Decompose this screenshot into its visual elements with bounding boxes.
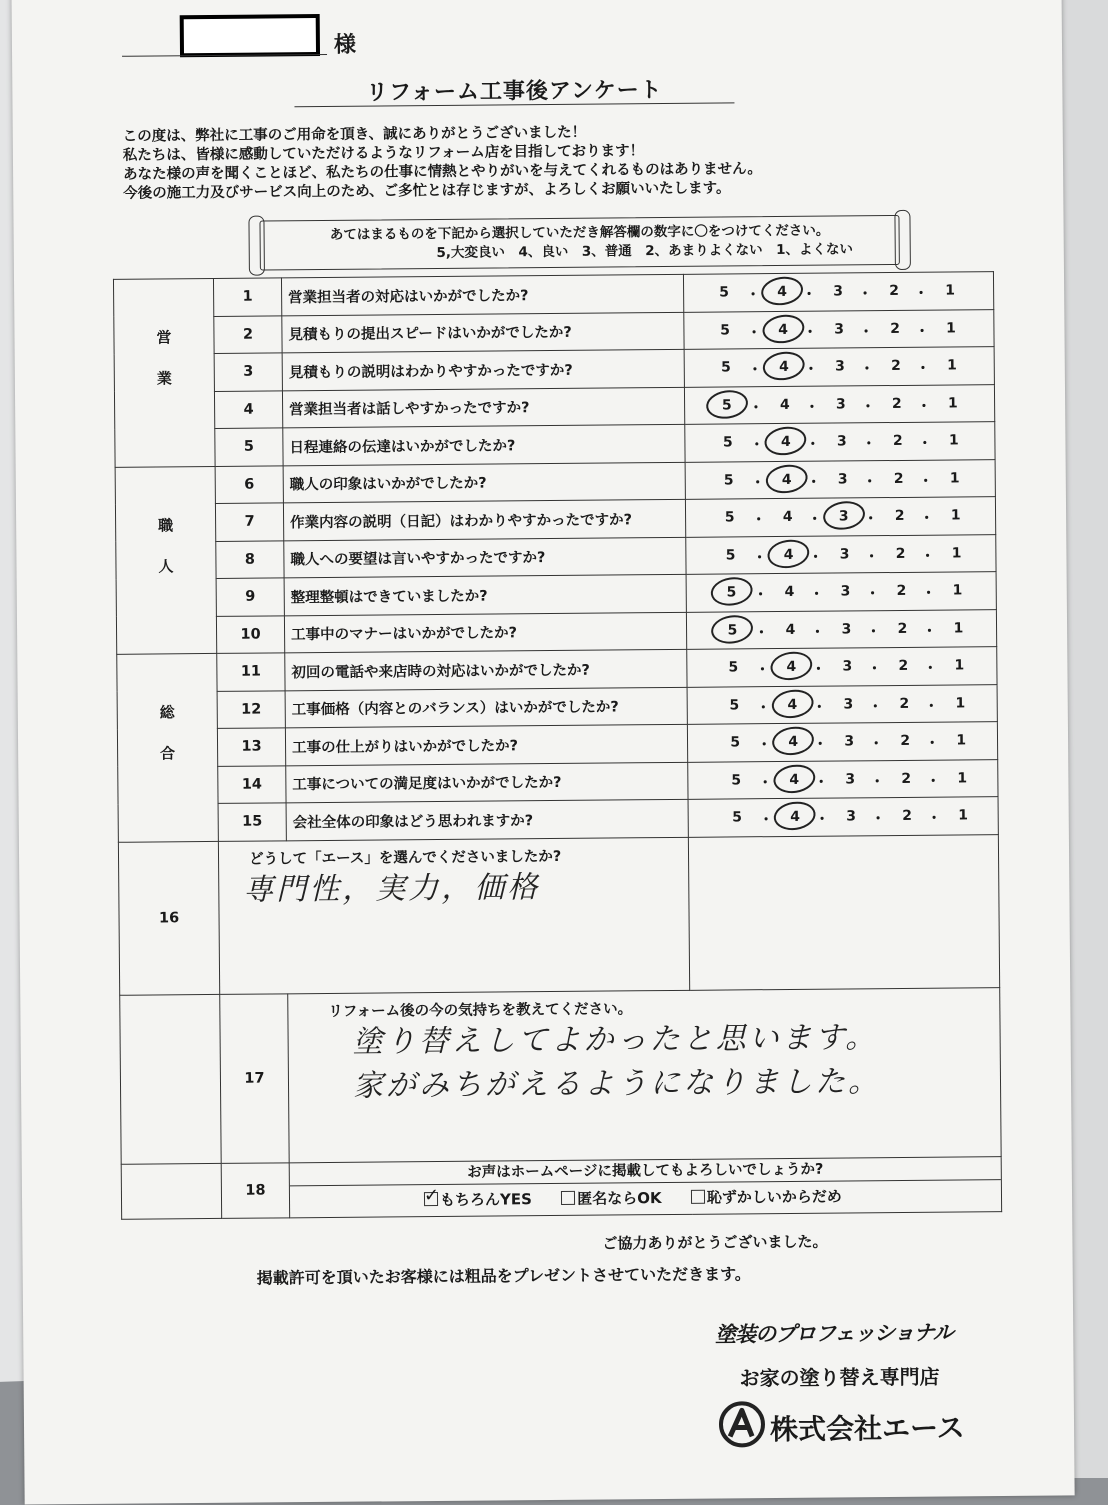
rating-separator: ・	[804, 399, 819, 416]
rating-separator: ・	[868, 698, 883, 716]
rating-separator: ・	[918, 473, 933, 490]
rating-separator: ・	[919, 510, 934, 528]
page-title: リフォーム工事後アンケート	[365, 78, 663, 106]
question-text: 整理整頓はできていましたか?	[284, 574, 686, 615]
rating-separator: ・	[802, 324, 818, 341]
rating-option[interactable]: 1	[951, 545, 962, 562]
rating-separator: ・	[921, 585, 936, 603]
rating-option[interactable]: 1	[957, 770, 968, 787]
category-cell	[117, 653, 219, 841]
answer-scale-cell	[686, 609, 996, 649]
rating-option[interactable]: 1	[954, 657, 965, 674]
rating-option[interactable]: 2	[891, 358, 901, 375]
category-label: 営業	[154, 329, 174, 412]
brand-tagline: 塗装のプロフェッショナル	[715, 1320, 953, 1347]
rating-separator: ・	[752, 549, 767, 567]
question-text: 会社全体の印象はどう思われますか?	[286, 799, 688, 840]
rating-option[interactable]: 2	[895, 545, 906, 562]
question-number: 8	[216, 540, 284, 578]
rating-separator: ・	[922, 623, 937, 640]
answer-scale-cell	[684, 309, 994, 349]
question-prompt: どうして「エース」を選んでくださいましたか?	[248, 848, 562, 868]
rating-option[interactable]: 3	[837, 471, 848, 488]
question-text: 見積もりの説明はわかりやすかったですか?	[282, 349, 684, 390]
answer-scale-cell	[683, 272, 993, 312]
rating-option[interactable]: 1	[955, 695, 966, 712]
rating-separator: ・	[758, 774, 773, 791]
selected-circle-mark	[771, 762, 817, 796]
rating-option[interactable]: 1	[958, 807, 969, 824]
rating-option[interactable]: 4	[783, 546, 794, 563]
selected-circle-mark	[704, 387, 750, 421]
rating-separator: ・	[809, 586, 824, 604]
rating-separator: ・	[859, 361, 875, 378]
rating-separator: ・	[746, 324, 762, 342]
answer-scale-cell	[685, 497, 995, 537]
rating-option[interactable]: 1	[948, 432, 959, 449]
question-number: 2	[214, 315, 282, 353]
rating-separator: ・	[759, 812, 774, 829]
intro-line: 私たちは、皆様に感動していただけるようなリフォーム店を目指しております！	[122, 143, 645, 164]
rating-option[interactable]: 1	[949, 470, 960, 487]
rating-separator: ・	[867, 661, 882, 678]
rating-option[interactable]: 5	[722, 434, 733, 451]
rating-option[interactable]: 3	[846, 808, 857, 825]
rating-option[interactable]: 3	[838, 508, 849, 525]
question-number: 15	[218, 803, 286, 841]
rating-separator: ・	[927, 810, 942, 827]
rating-separator: ・	[815, 811, 830, 828]
rating-option[interactable]: 3	[836, 433, 847, 450]
category-cell	[115, 466, 217, 654]
selected-circle-mark	[760, 312, 806, 346]
rating-option[interactable]: 3	[839, 546, 850, 563]
question-text: 営業担当者は話しやすかったですか?	[282, 387, 684, 428]
rating-option[interactable]: 2	[899, 695, 910, 712]
rating-separator: ・	[916, 398, 931, 415]
rating-separator: ・	[753, 587, 768, 604]
question-number: 3	[214, 353, 282, 391]
selected-circle-mark	[761, 349, 807, 383]
rating-option[interactable]: 4	[782, 509, 793, 526]
rating-separator: ・	[870, 773, 885, 790]
rating-option[interactable]: 1	[956, 732, 967, 749]
question-text: 初回の電話や来店時の対応はいかがでしたか?	[285, 649, 687, 690]
option-anonymous[interactable]: 匿名ならOK	[561, 1189, 662, 1208]
rating-option[interactable]: 3	[842, 658, 853, 675]
rating-option[interactable]: 5	[720, 322, 730, 339]
rating-option[interactable]: 2	[897, 620, 908, 637]
rating-separator: ・	[861, 436, 876, 453]
rating-separator: ・	[917, 435, 932, 453]
rating-option[interactable]: 4	[787, 696, 798, 713]
question-text: 工事価格（内容とのバランス）はいかがでしたか?	[285, 687, 687, 728]
answer-scale-cell	[685, 459, 995, 499]
answer-scale-cell	[686, 534, 996, 574]
handwritten-answer-line: 塗り替えしてよかったと思います。	[352, 1019, 879, 1060]
faded-background-text	[238, 1371, 719, 1435]
rating-option[interactable]: 2	[890, 320, 900, 337]
selected-circle-mark	[759, 274, 805, 308]
rating-separator: ・	[864, 548, 879, 566]
rating-separator: ・	[925, 735, 940, 753]
rating-scale	[687, 647, 996, 686]
rating-separator: ・	[808, 549, 823, 566]
rating-option[interactable]: 4	[788, 734, 799, 751]
intro-line: 今後の施工力及びサービス向上のため、ご多忙とは存じますが、よろしくお願いいたします。	[123, 180, 731, 202]
rating-option[interactable]: 2	[891, 395, 902, 412]
question-row-17	[120, 987, 1001, 1164]
selected-circle-mark	[709, 575, 755, 609]
rating-separator: ・	[915, 360, 931, 378]
answer-scale-cell	[688, 797, 998, 837]
question-text: 営業担当者の対応はいかがでしたか?	[281, 274, 683, 315]
checkbox-checked[interactable]	[424, 1192, 438, 1206]
rating-scale	[686, 497, 995, 536]
intro-line: あなた様の声を聞くことほど、私たちの仕事に情熱とやりがいを与えてくれるものはありません。	[122, 161, 762, 183]
rating-option[interactable]: 2	[892, 433, 903, 450]
answer-scale-cell	[687, 684, 997, 724]
rating-option[interactable]: 1	[950, 507, 961, 524]
rating-separator: ・	[749, 437, 764, 454]
redacted-customer-name	[180, 14, 320, 57]
rating-option[interactable]: 4	[777, 284, 788, 301]
rating-scale	[688, 722, 997, 761]
rating-option[interactable]: 4	[789, 771, 800, 788]
rating-option[interactable]: 3	[833, 283, 844, 300]
rating-option[interactable]: 3	[835, 358, 845, 375]
question-number: 1	[213, 278, 281, 316]
question-text: 見積もりの提出スピードはいかがでしたか?	[282, 312, 684, 353]
question-number: 12	[217, 690, 285, 728]
rating-scale	[688, 760, 997, 799]
rating-separator: ・	[805, 436, 820, 454]
rating-option[interactable]: 1	[946, 320, 956, 337]
question-text: 工事の仕上がりはいかがでしたか?	[285, 724, 687, 765]
rating-option[interactable]: 4	[779, 396, 790, 413]
rating-separator: ・	[812, 699, 827, 716]
rating-separator: ・	[813, 736, 828, 753]
rating-option[interactable]: 1	[952, 582, 963, 599]
rating-option[interactable]: 2	[900, 733, 911, 750]
rating-option[interactable]: 2	[893, 470, 904, 487]
handwritten-answer-line: 家がみちがえるようになりました。	[352, 1063, 882, 1104]
rating-separator: ・	[866, 623, 881, 641]
question-text: 職人の印象はいかがでしたか?	[283, 462, 685, 503]
rating-option[interactable]: 1	[947, 357, 957, 374]
rating-separator: ・	[751, 512, 766, 529]
rating-separator: ・	[926, 773, 941, 790]
question-prompt: お声はホームページに掲載してもよろしいでしょうか?	[290, 1157, 1001, 1186]
rating-separator: ・	[803, 361, 819, 379]
rating-scale	[685, 347, 994, 386]
question-number: 10	[216, 615, 284, 653]
answer-scale-cell	[684, 384, 994, 424]
selected-circle-mark	[770, 724, 816, 758]
selected-circle-mark	[769, 649, 815, 683]
rating-option[interactable]: 4	[779, 359, 789, 376]
thanks-message: ご協力ありがとうございました。	[602, 1232, 828, 1253]
company-name: 株式会社エース	[769, 1411, 965, 1447]
question-number: 9	[216, 578, 284, 616]
rating-separator: ・	[750, 474, 765, 492]
checkbox[interactable]	[561, 1191, 575, 1205]
question-text: 作業内容の説明（日記）はわかりやすかったですか?	[283, 499, 685, 540]
rating-separator: ・	[806, 474, 821, 491]
rating-option[interactable]: 4	[780, 434, 791, 451]
rating-option[interactable]: 5	[730, 734, 741, 751]
rating-separator: ・	[871, 811, 886, 828]
selected-circle-mark	[821, 499, 867, 533]
answer-scale-cell	[688, 759, 998, 799]
rating-separator: ・	[756, 699, 771, 716]
question-number: 6	[215, 465, 283, 503]
intro-line: この度は、弊社に工事のご用命を頂き、誠にありがとうございました！	[122, 124, 587, 145]
rating-option[interactable]: 4	[790, 809, 801, 826]
rating-option[interactable]: 1	[945, 282, 956, 299]
question-row-18	[121, 1156, 1001, 1219]
rating-scale	[687, 572, 996, 611]
answer-scale-cell	[684, 347, 994, 387]
rating-separator: ・	[914, 323, 930, 340]
rating-option[interactable]: 4	[781, 471, 792, 488]
selected-circle-mark	[772, 799, 818, 833]
rating-option[interactable]: 3	[840, 583, 851, 600]
answer-scale-cell	[686, 572, 996, 612]
rating-scale	[686, 460, 995, 499]
rating-option[interactable]: 3	[841, 621, 852, 638]
rating-option[interactable]: 5	[724, 509, 735, 526]
question-number: 18	[221, 1162, 289, 1218]
question-text: 工事中のマナーはいかがでしたか?	[284, 612, 686, 653]
question-number: 16	[118, 841, 219, 995]
rating-option[interactable]: 5	[731, 772, 742, 789]
gift-note: 掲載許可を頂いたお客様には粗品をプレゼントさせていただきます。	[256, 1264, 751, 1288]
rating-separator: ・	[920, 548, 935, 565]
question-number: 13	[217, 728, 285, 766]
question-prompt: リフォーム後の今の気持ちを教えてください。	[328, 1000, 633, 1020]
rating-option[interactable]: 2	[902, 808, 913, 825]
rating-separator: ・	[747, 362, 763, 379]
rating-option[interactable]: 5	[719, 284, 730, 301]
rating-separator: ・	[802, 286, 817, 304]
question-text: 職人への要望は言いやすかったですか?	[284, 537, 686, 578]
category-cell	[113, 278, 215, 466]
question-number: 17	[220, 993, 289, 1163]
rating-separator: ・	[914, 285, 929, 303]
question-text: 工事についての満足度はいかがでしたか?	[286, 762, 688, 803]
rating-scale	[687, 610, 996, 649]
question-number: 11	[217, 653, 285, 691]
rating-separator: ・	[746, 287, 761, 304]
rating-option[interactable]: 5	[728, 659, 739, 676]
selected-circle-mark	[763, 424, 809, 458]
rating-option[interactable]: 4	[784, 584, 795, 601]
handwritten-answer: 専門性，実力，価格	[243, 869, 541, 908]
answer-scale-cell	[685, 422, 995, 462]
rating-option[interactable]: 3	[834, 321, 844, 338]
brand-subtitle: お家の塗り替え専門店	[739, 1364, 940, 1391]
rating-option[interactable]: 5	[726, 584, 737, 601]
rating-separator: ・	[858, 323, 874, 341]
rating-separator: ・	[860, 398, 875, 416]
answer-scale-cell	[687, 722, 997, 762]
rating-option[interactable]: 5	[727, 622, 738, 639]
rating-scale	[685, 422, 994, 461]
rating-option[interactable]: 2	[901, 770, 912, 787]
question-row	[118, 797, 998, 842]
selected-circle-mark	[766, 537, 812, 571]
category-label: 総合	[157, 704, 177, 787]
rating-option[interactable]: 4	[785, 621, 796, 638]
rating-scale	[688, 685, 997, 724]
instructions-line: あてはまるものを下記から選択していただき解答欄の数字に〇をつけてください。	[329, 222, 830, 243]
selected-circle-mark	[764, 462, 810, 496]
selected-circle-mark	[769, 687, 815, 721]
question-text: 日程連絡の伝達はいかがでしたか?	[283, 424, 685, 465]
question-row-16	[118, 834, 999, 995]
rating-separator: ・	[811, 661, 826, 679]
rating-option[interactable]: 4	[778, 321, 788, 338]
rating-option[interactable]: 2	[894, 508, 905, 525]
instructions-scroll	[259, 215, 899, 271]
rating-option[interactable]: 1	[947, 395, 958, 412]
rating-separator: ・	[807, 511, 822, 529]
rating-separator: ・	[869, 736, 884, 753]
rating-separator: ・	[924, 698, 939, 715]
rating-separator: ・	[862, 473, 877, 491]
survey-table	[113, 271, 1002, 1219]
rating-option[interactable]: 1	[953, 620, 964, 637]
rating-separator: ・	[748, 399, 763, 417]
rating-separator: ・	[863, 511, 878, 528]
rating-option[interactable]: 5	[723, 472, 734, 489]
rating-option[interactable]: 2	[898, 658, 909, 675]
rating-option[interactable]: 2	[896, 583, 907, 600]
intro-text	[123, 121, 944, 204]
rating-scale	[689, 797, 998, 836]
rating-separator: ・	[755, 662, 770, 679]
ace-logo-icon	[718, 1400, 766, 1448]
question-number: 14	[218, 765, 286, 803]
honorific: 様	[333, 32, 357, 58]
rating-option[interactable]: 2	[889, 283, 900, 300]
question-number: 4	[214, 390, 282, 428]
rating-scale	[685, 385, 994, 424]
rating-option[interactable]: 5	[725, 547, 736, 564]
rating-option[interactable]: 3	[843, 696, 854, 713]
publish-options	[290, 1180, 1001, 1216]
rating-separator: ・	[865, 586, 880, 603]
question-number: 5	[215, 428, 283, 466]
rating-option[interactable]: 4	[786, 659, 797, 676]
rating-option[interactable]: 5	[721, 359, 731, 376]
rating-separator: ・	[814, 774, 829, 791]
question-number: 7	[215, 503, 283, 541]
rating-option[interactable]: 3	[845, 771, 856, 788]
option-yes[interactable]: ✓もちろんYES	[424, 1190, 532, 1209]
rating-option[interactable]: 5	[721, 397, 732, 414]
rating-separator: ・	[923, 660, 938, 678]
selected-circle-mark	[710, 612, 756, 646]
option-no[interactable]: 恥ずかしいからだめ	[691, 1188, 842, 1207]
rating-separator: ・	[858, 286, 873, 303]
rating-separator: ・	[757, 737, 772, 754]
answer-scale-cell	[687, 647, 997, 687]
category-label: 職人	[156, 517, 175, 600]
rating-separator: ・	[810, 624, 825, 641]
rating-scale	[684, 272, 993, 311]
rating-scale	[686, 535, 995, 574]
checkbox[interactable]	[691, 1190, 705, 1204]
rating-option[interactable]: 3	[844, 733, 855, 750]
rating-option[interactable]: 3	[835, 396, 846, 413]
rating-option[interactable]: 5	[729, 697, 740, 714]
rating-option[interactable]: 5	[732, 809, 743, 826]
rating-separator: ・	[754, 624, 769, 641]
rating-scale	[684, 310, 993, 349]
rating-legend: 5,大変良い 4、良い 3、普通 2、あまりよくない 1、よくない	[436, 241, 854, 262]
